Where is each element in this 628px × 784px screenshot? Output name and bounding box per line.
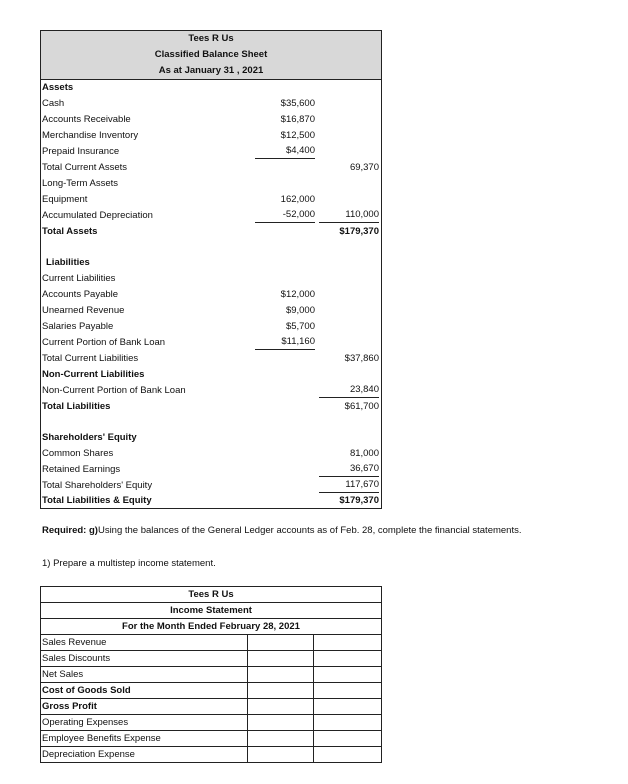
liabilities-heading-row: [41, 255, 381, 271]
long-term-assets-row: [41, 176, 381, 192]
inventory-value: $12,500: [280, 130, 315, 141]
bs-date: As at January 31 , 2021: [158, 65, 264, 76]
total-equity-row: [41, 478, 381, 494]
noncurrent-loan-row: [41, 383, 381, 399]
total-liabilities-row: [41, 399, 381, 415]
total-current-assets-label: Total Current Assets: [42, 162, 128, 173]
noncurrent-heading-row: [41, 367, 381, 383]
ar-row: [41, 112, 381, 128]
inventory-label: Merchandise Inventory: [42, 130, 139, 141]
balance-sheet-header: [40, 30, 382, 80]
equipment-row: [41, 192, 381, 208]
amount-cell-2[interactable]: [313, 683, 314, 698]
long-term-assets-label: Long-Term Assets: [42, 178, 119, 189]
total-assets-row: [41, 224, 381, 240]
amount-cell-1[interactable]: [247, 747, 248, 762]
income-statement-row-label: Net Sales: [42, 669, 84, 680]
balance-sheet-body: [40, 80, 382, 509]
income-statement-row-label: Depreciation Expense: [42, 749, 135, 760]
is-title: Income Statement: [41, 602, 381, 619]
amount-cell-2[interactable]: [313, 667, 314, 682]
liabilities-heading: Liabilities: [46, 257, 90, 268]
salaries-value: $5,700: [285, 321, 315, 332]
amount-cell-1[interactable]: [247, 667, 248, 682]
cash-row: [41, 96, 381, 112]
total-liab-equity-label: Total Liabilities & Equity: [42, 495, 152, 506]
amount-cell-2[interactable]: [313, 731, 314, 746]
accum-dep-value: -52,000: [255, 208, 315, 223]
equipment-label: Equipment: [42, 194, 88, 205]
prepaid-row: [41, 144, 381, 160]
inventory-row: [41, 128, 381, 144]
accum-dep-label: Accumulated Depreciation: [42, 210, 153, 221]
amount-cell-1[interactable]: [247, 699, 248, 714]
total-liabilities-value: $61,700: [344, 401, 379, 412]
balance-sheet: [40, 30, 382, 509]
total-current-liabilities-label: Total Current Liabilities: [42, 353, 139, 364]
total-current-liabilities-row: [41, 351, 381, 367]
amount-cell-1[interactable]: [247, 683, 248, 698]
amount-cell-1[interactable]: [247, 731, 248, 746]
ap-label: Accounts Payable: [42, 289, 119, 300]
noncurrent-loan-label: Non-Current Portion of Bank Loan: [42, 385, 186, 396]
income-statement-row: [40, 683, 382, 699]
is-period: For the Month Ended February 28, 2021: [122, 621, 300, 632]
income-statement-row-label: Employee Benefits Expense: [42, 733, 161, 744]
current-loan-row: [41, 335, 381, 351]
income-statement-row: [40, 715, 382, 731]
unearned-label: Unearned Revenue: [42, 305, 125, 316]
amount-cell-2[interactable]: [313, 715, 314, 730]
income-statement-row-label: Sales Discounts: [42, 653, 111, 664]
current-loan-label: Current Portion of Bank Loan: [42, 337, 166, 348]
common-shares-label: Common Shares: [42, 448, 114, 459]
amount-cell-1[interactable]: [247, 651, 248, 666]
prepaid-label: Prepaid Insurance: [42, 146, 120, 157]
bs-company-name: Tees R Us: [188, 33, 234, 44]
unearned-value: $9,000: [285, 305, 315, 316]
income-statement-row-label: Gross Profit: [42, 701, 97, 712]
prepaid-value: $4,400: [255, 144, 315, 159]
cash-label: Cash: [42, 98, 65, 109]
current-liabilities-heading: Current Liabilities: [42, 273, 116, 284]
required-text: Using the balances of the General Ledger accounts as of Feb. 28, complete the financial statements.: [97, 525, 522, 536]
current-liabilities-heading-row: [41, 271, 381, 287]
net-equipment-value: 110,000: [319, 208, 379, 223]
total-assets-label: Total Assets: [42, 226, 98, 237]
accum-dep-row: [41, 208, 381, 224]
ap-value: $12,000: [280, 289, 315, 300]
bs-title: Classified Balance Sheet: [154, 49, 268, 60]
amount-cell-2[interactable]: [313, 651, 314, 666]
total-liabilities-label: Total Liabilities: [42, 401, 111, 412]
income-statement-row-label: Sales Revenue: [42, 637, 107, 648]
income-statement-rows: [40, 635, 382, 763]
step-one-instruction: 1) Prepare a multistep income statement.: [42, 558, 216, 569]
is-company-name: Tees R Us: [188, 589, 234, 600]
equipment-value: 162,000: [280, 194, 315, 205]
income-statement-row: [40, 747, 382, 763]
income-statement-row-label: Cost of Goods Sold: [42, 685, 131, 696]
income-statement: [40, 586, 382, 763]
income-statement-row: [40, 651, 382, 667]
salaries-row: [41, 319, 381, 335]
ap-row: [41, 287, 381, 303]
amount-cell-1[interactable]: [247, 715, 248, 730]
total-equity-label: Total Shareholders' Equity: [42, 480, 153, 491]
retained-earnings-value: 36,670: [319, 462, 379, 477]
amount-cell-1[interactable]: [247, 635, 248, 650]
income-statement-row: [40, 699, 382, 715]
salaries-label: Salaries Payable: [42, 321, 114, 332]
income-statement-header: [40, 586, 382, 635]
amount-cell-2[interactable]: [313, 635, 314, 650]
equity-heading: Shareholders' Equity: [42, 432, 137, 443]
common-shares-row: [41, 446, 381, 462]
noncurrent-heading: Non-Current Liabilities: [42, 369, 145, 380]
ar-label: Accounts Receivable: [42, 114, 131, 125]
income-statement-row-label: Operating Expenses: [42, 717, 129, 728]
current-loan-value: $11,160: [255, 335, 315, 350]
total-current-assets-row: [41, 160, 381, 176]
required-prefix: Required: g): [42, 525, 98, 536]
amount-cell-2[interactable]: [313, 747, 314, 762]
retained-earnings-label: Retained Earnings: [42, 464, 121, 475]
total-current-liabilities-value: $37,860: [344, 353, 379, 364]
income-statement-row: [40, 635, 382, 651]
income-statement-row: [40, 667, 382, 683]
total-current-assets-value: 69,370: [349, 162, 379, 173]
total-liab-equity-value: $179,370: [339, 495, 379, 506]
cash-value: $35,600: [280, 98, 315, 109]
retained-earnings-row: [41, 462, 381, 478]
amount-cell-2[interactable]: [313, 699, 314, 714]
total-liab-equity-row: [41, 493, 381, 509]
total-equity-value: 117,670: [319, 478, 379, 493]
required-instruction: [42, 525, 521, 536]
total-assets-value: $179,370: [339, 226, 379, 237]
common-shares-value: 81,000: [349, 448, 379, 459]
equity-heading-row: [41, 430, 381, 446]
assets-heading: Assets: [42, 82, 74, 93]
unearned-row: [41, 303, 381, 319]
ar-value: $16,870: [280, 114, 315, 125]
noncurrent-loan-value: 23,840: [319, 383, 379, 398]
income-statement-row: [40, 731, 382, 747]
assets-heading-row: [41, 80, 381, 96]
